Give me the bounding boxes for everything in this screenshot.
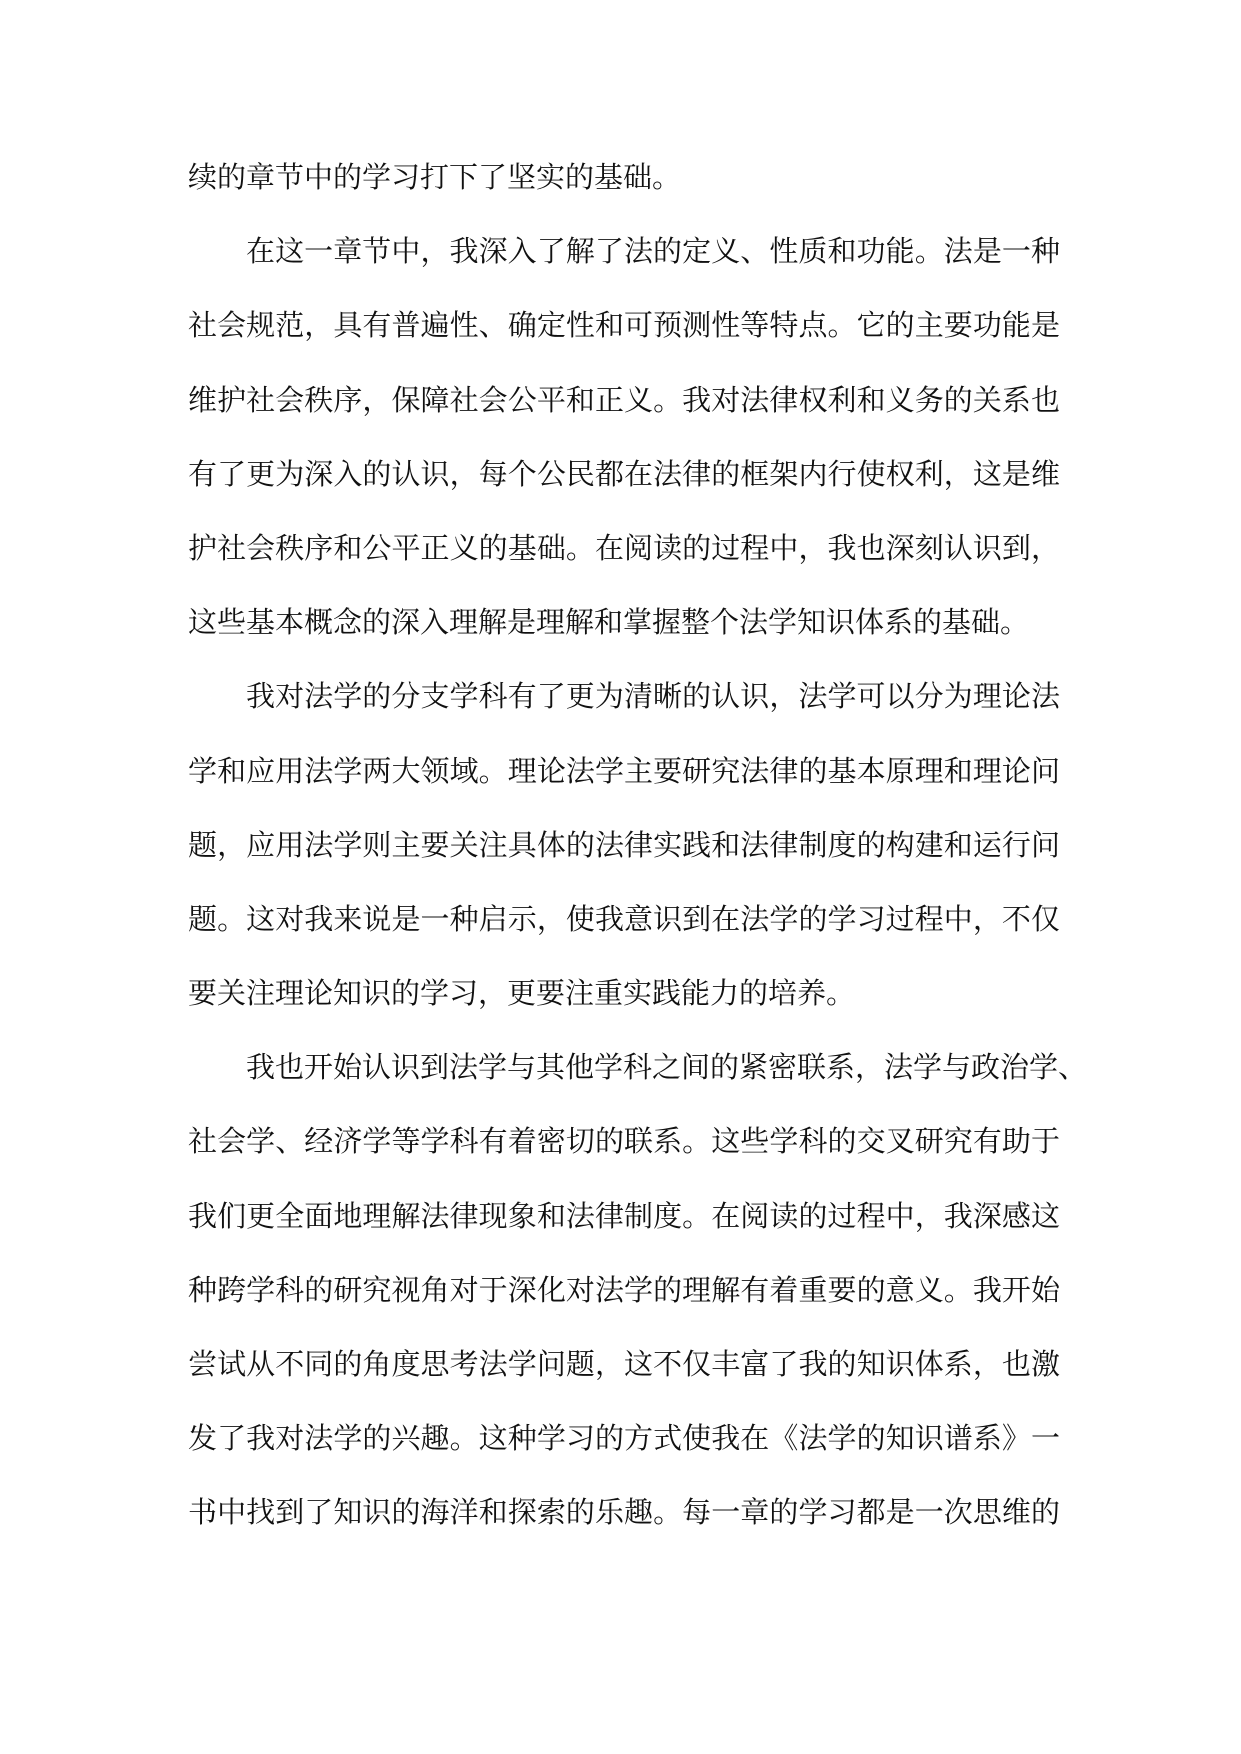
- text-line: 护社会秩序和公平正义的基础。在阅读的过程中，我也深刻认识到，: [188, 530, 1060, 565]
- text-line: 我们更全面地理解法律现象和法律制度。在阅读的过程中，我深感这: [188, 1198, 1060, 1233]
- text-line: 在这一章节中，我深入了解了法的定义、性质和功能。法是一种: [246, 234, 1060, 269]
- text-line: 尝试从不同的角度思考法学问题，这不仅丰富了我的知识体系，也激: [188, 1347, 1060, 1381]
- text-line: 题。这对我来说是一种启示，使我意识到在法学的学习过程中，不仅: [188, 901, 1060, 936]
- text-line: 我也开始认识到法学与其他学科之间的紧密联系，法学与政治学、: [246, 1050, 1088, 1085]
- text-line: 社会学、经济学等学科有着密切的联系。这些学科的交叉研究有助于: [188, 1124, 1060, 1159]
- text-line: 书中找到了知识的海洋和探索的乐趣。每一章的学习都是一次思维的: [188, 1495, 1060, 1530]
- text-line: 要关注理论知识的学习，更要注重实践能力的培养。: [188, 976, 856, 1011]
- text-line: 我对法学的分支学科有了更为清晰的认识，法学可以分为理论法: [246, 679, 1060, 714]
- text-line: 续的章节中的学习打下了坚实的基础。: [188, 160, 682, 194]
- text-line: 学和应用法学两大领域。理论法学主要研究法律的基本原理和理论问: [188, 753, 1060, 788]
- text-line: 社会规范，具有普遍性、确定性和可预测性等特点。它的主要功能是: [188, 308, 1060, 343]
- text-line: 有了更为深入的认识，每个公民都在法律的框架内行使权利，这是维: [188, 456, 1060, 491]
- text-line: 种跨学科的研究视角对于深化对法学的理解有着重要的意义。我开始: [188, 1272, 1060, 1307]
- text-line: 题，应用法学则主要关注具体的法律实践和法律制度的构建和运行问: [188, 827, 1060, 862]
- text-line: 维护社会秩序，保障社会公平和正义。我对法律权利和义务的关系也: [188, 382, 1060, 417]
- text-line: 发了我对法学的兴趣。这种学习的方式使我在《法学的知识谱系》一: [188, 1421, 1060, 1456]
- text-line: 这些基本概念的深入理解是理解和掌握整个法学知识体系的基础。: [188, 605, 1030, 640]
- body-text: [188, 140, 1088, 1550]
